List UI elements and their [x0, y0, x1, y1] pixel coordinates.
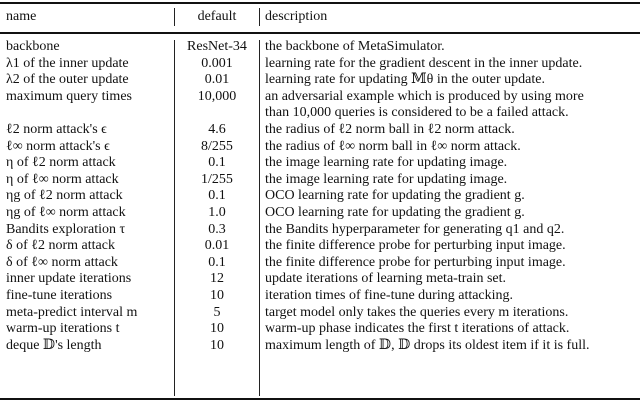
- cell-description: the image learning rate for updating image.: [265, 155, 508, 171]
- cell-description-continued: than 10,000 queries is considered to be a failed attack.: [265, 105, 569, 121]
- table-row: [0, 172, 640, 189]
- table-row: [0, 39, 640, 56]
- cell-default: 10: [210, 337, 224, 353]
- table-row: [0, 188, 640, 205]
- cell-description: learning rate for updating 𝕄θ in the outer update.: [265, 72, 545, 88]
- cell-name: η of ℓ∞ norm attack: [6, 171, 119, 187]
- cell-name: deque 𝔻's length: [6, 337, 102, 353]
- cell-default: 0.1: [208, 188, 226, 204]
- cell-name: warm-up iterations t: [6, 321, 120, 337]
- cell-name: η of ℓ2 norm attack: [6, 155, 116, 171]
- cell-description: target model only takes the queries every m iterations.: [265, 304, 569, 320]
- header-description: description: [265, 9, 328, 24]
- cell-default: 1.0: [208, 205, 226, 220]
- cell-name: ℓ2 norm attack's ϵ: [6, 122, 107, 137]
- table-row: [0, 122, 640, 139]
- cell-default: 12: [210, 271, 224, 287]
- table-row: [0, 205, 640, 222]
- cell-default: 0.3: [208, 221, 226, 237]
- cell-name: ηg of ℓ2 norm attack: [6, 188, 123, 204]
- cell-default: ResNet-34: [187, 39, 247, 54]
- cell-default: 10: [210, 321, 224, 337]
- header-name: name: [6, 9, 37, 24]
- table-row: [0, 155, 640, 172]
- cell-name: λ2 of the outer update: [6, 72, 129, 88]
- cell-description: an adversarial example which is produced by using more: [265, 88, 584, 104]
- header-rule: [0, 32, 640, 34]
- cell-default: 1/255: [201, 171, 233, 187]
- cell-default: 4.6: [208, 122, 226, 137]
- cell-description: the image learning rate for updating image.: [265, 171, 508, 187]
- cell-default: 5: [213, 304, 221, 320]
- table-row-continuation: [0, 105, 640, 122]
- top-rule: [0, 2, 640, 4]
- cell-name: λ1 of the inner update: [6, 55, 129, 71]
- table-row: [0, 288, 640, 305]
- cell-default: 0.1: [208, 155, 226, 171]
- cell-default: 0.01: [204, 238, 230, 254]
- cell-default: 0.1: [208, 254, 226, 270]
- table-row: [0, 72, 640, 89]
- cell-description: the radius of ℓ∞ norm ball in ℓ∞ norm attack.: [265, 138, 521, 154]
- header-default: default: [197, 9, 237, 24]
- table-row: [0, 321, 640, 338]
- cell-description: learning rate for the gradient descent in the inner update.: [265, 55, 583, 71]
- cell-name: Bandits exploration τ: [6, 221, 126, 237]
- table-row: [0, 89, 640, 106]
- cell-description: OCO learning rate for updating the gradient g.: [265, 188, 525, 204]
- cell-description: the finite difference probe for perturbing input image.: [265, 238, 566, 254]
- cell-name: ηg of ℓ∞ norm attack: [6, 205, 126, 220]
- cell-default: 0.001: [201, 55, 233, 71]
- cell-description: the finite difference probe for perturbing input image.: [265, 254, 566, 270]
- cell-name: meta-predict interval m: [6, 304, 138, 320]
- cell-description: update iterations of learning meta-train set.: [265, 271, 507, 287]
- table-row: [0, 56, 640, 73]
- cell-default: 10: [210, 288, 224, 303]
- table-row: [0, 305, 640, 322]
- cell-description: iteration times of fine-tune during attacking.: [265, 288, 514, 303]
- table-row: [0, 338, 640, 355]
- cell-name: maximum query times: [6, 88, 132, 104]
- table-row: [0, 238, 640, 255]
- cell-name: ℓ∞ norm attack's ϵ: [6, 138, 110, 154]
- cell-name: δ of ℓ∞ norm attack: [6, 254, 118, 270]
- cell-name: inner update iterations: [6, 271, 132, 287]
- cell-default: 8/255: [201, 138, 233, 154]
- cell-description: OCO learning rate for updating the gradient g.: [265, 205, 525, 220]
- bottom-rule: [0, 398, 640, 400]
- cell-description: the radius of ℓ2 norm ball in ℓ2 norm attack.: [265, 122, 515, 137]
- table-row: [0, 271, 640, 288]
- cell-name: δ of ℓ2 norm attack: [6, 238, 115, 254]
- table-row: [0, 139, 640, 156]
- header-row: [0, 9, 640, 26]
- cell-description: maximum length of 𝔻, 𝔻 drops its oldest item if it is full.: [265, 337, 590, 353]
- cell-default: 0.01: [204, 72, 230, 88]
- cell-name: backbone: [6, 39, 60, 54]
- cell-description: the backbone of MetaSimulator.: [265, 39, 445, 54]
- cell-name: fine-tune iterations: [6, 288, 113, 303]
- cell-description: warm-up phase indicates the first t iterations of attack.: [265, 321, 570, 337]
- cell-description: the Bandits hyperparameter for generating q1 and q2.: [265, 221, 565, 237]
- cell-default: 10,000: [197, 88, 237, 104]
- table-row: [0, 255, 640, 272]
- table-row: [0, 222, 640, 239]
